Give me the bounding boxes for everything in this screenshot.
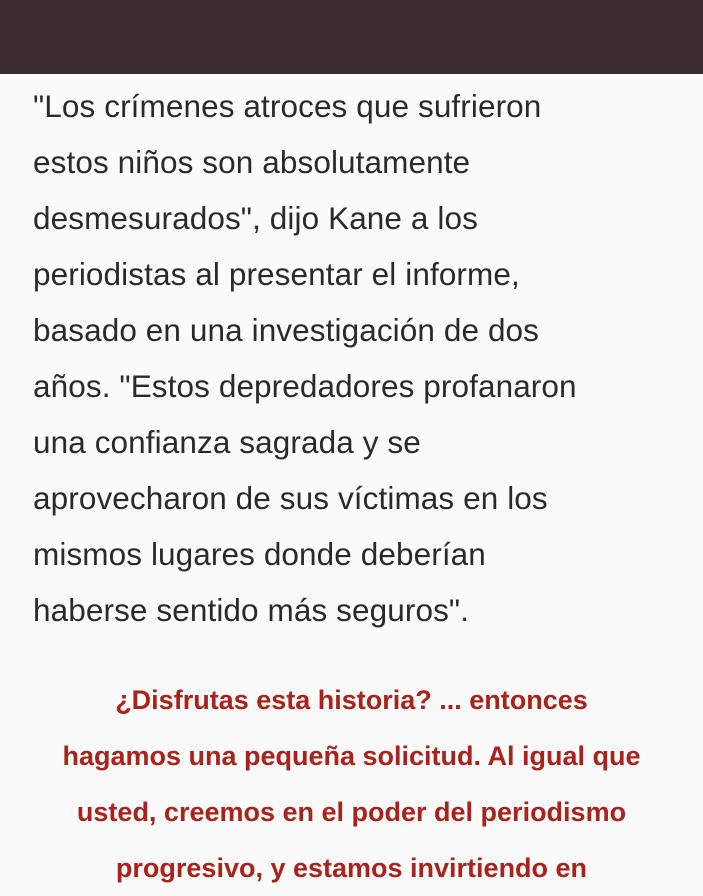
callout-line: usted, creemos en el poder del periodismo [76,797,627,827]
article-line: "Los crímenes atroces que sufrieron [33,88,542,124]
article-line: haberse sentido más seguros". [33,592,470,628]
article-line: basado en una investigación de dos [33,312,540,348]
article-paragraph [33,78,693,638]
article-line: estos niños son absolutamente [33,144,471,180]
callout-line: progresivo, y estamos invirtiendo en [115,853,588,883]
article-line: aprovecharon de sus víctimas en los [33,480,548,516]
callout-line: hagamos una pequeña solicitud. Al igual que [62,741,641,771]
callout-line: ¿Disfrutas esta historia? ... entonces [115,685,588,715]
article-body [33,78,693,638]
support-callout [0,672,703,896]
header-bar [0,0,703,74]
article-line: periodistas al presentar el informe, [33,256,520,292]
article-line: desmesurados", dijo Kane a los [33,200,478,236]
article-line: una confianza sagrada y se [33,424,421,460]
article-line: años. "Estos depredadores profanaron [33,368,577,404]
article-line: mismos lugares donde deberían [33,536,486,572]
